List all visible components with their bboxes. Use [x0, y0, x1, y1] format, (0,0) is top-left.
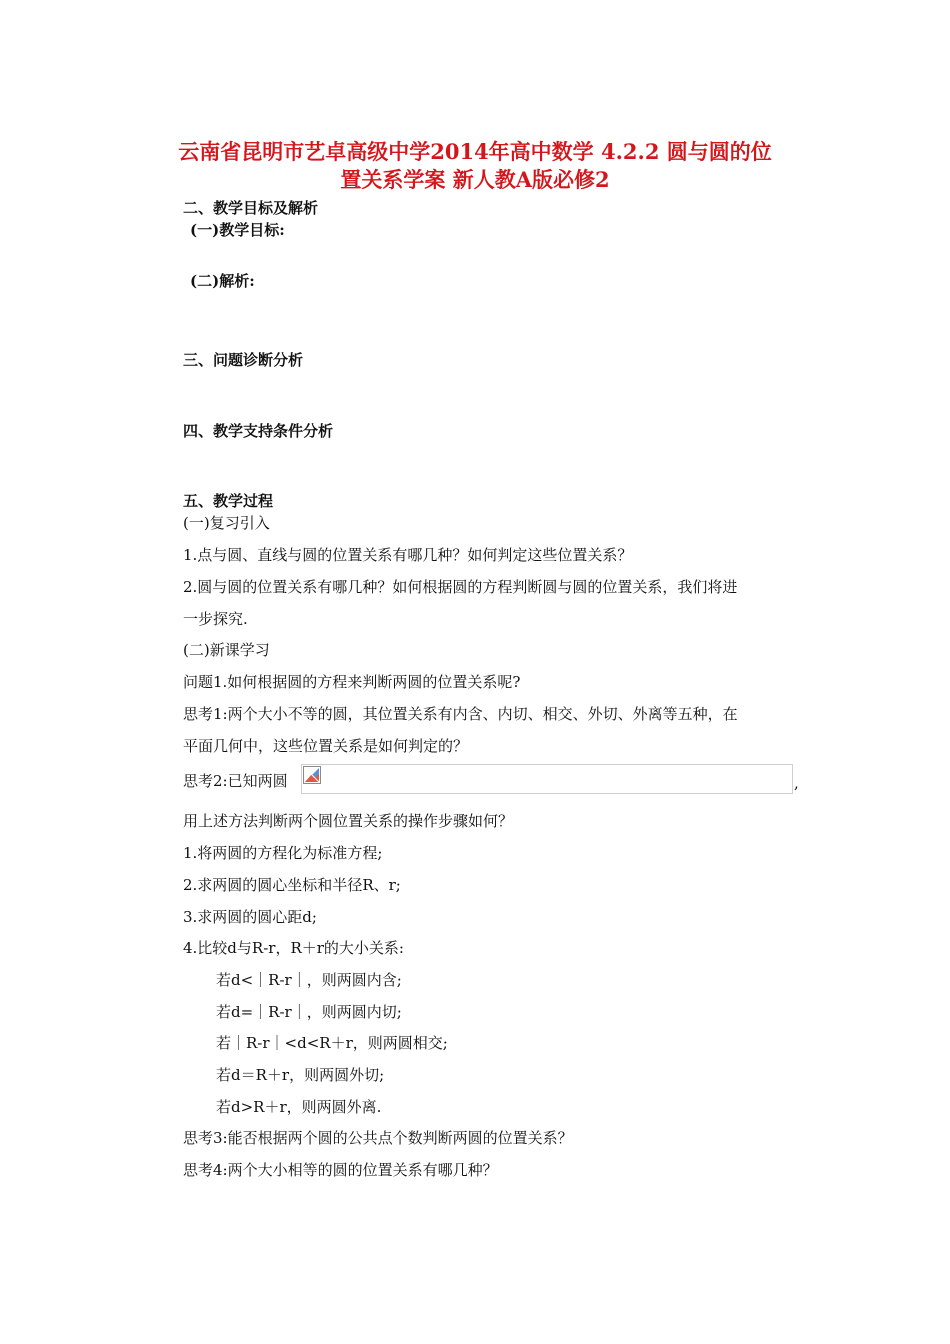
subsection-new-lesson: (二)新课学习 [183, 641, 270, 659]
step-3: 3.求两圆的圆心距d; [183, 908, 317, 926]
section-heading-problem-diagnosis: 三、问题诊断分析 [183, 351, 304, 369]
think-1-line-1: 思考1:两个大小不等的圆，其位置关系有内含、内切、相交、外切、外离等五种，在 [183, 705, 738, 723]
condition-externally-tangent: 若d＝R＋r，则两圆外切; [216, 1066, 385, 1084]
think-2-row [183, 764, 813, 796]
section-heading-teaching-process: 五、教学过程 [183, 492, 274, 510]
think-4: 思考4:两个大小相等的圆的位置关系有哪几种？ [183, 1161, 498, 1179]
subheading-teaching-goals: (一)教学目标: [190, 221, 285, 239]
subsection-review: (一)复习引入 [183, 514, 270, 532]
condition-separate: 若d>R＋r，则两圆外离. [216, 1098, 382, 1116]
review-question-1: 1.点与圆、直线与圆的位置关系有哪几种？如何判定这些位置关系？ [183, 546, 633, 564]
broken-image-icon [303, 766, 321, 784]
subheading-analysis: (二)解析: [190, 272, 255, 290]
section-heading-objectives: 二、教学目标及解析 [183, 199, 319, 217]
condition-intersecting: 若｜R-r｜<d<R＋r，则两圆相交; [216, 1034, 448, 1052]
section-heading-support-conditions: 四、教学支持条件分析 [183, 422, 334, 440]
think-1-line-2: 平面几何中，这些位置关系是如何判定的？ [183, 737, 469, 755]
problem-1: 问题1.如何根据圆的方程来判断两圆的位置关系呢? [183, 673, 521, 691]
equation-image-placeholder [301, 764, 793, 794]
think-2-comma: , [794, 774, 799, 792]
step-1: 1.将两圆的方程化为标准方程; [183, 844, 383, 862]
think-2-label: 思考2:已知两圆 [183, 772, 288, 790]
step-4: 4.比较d与R-r，R＋r的大小关系: [183, 939, 404, 957]
document-title-line-1: 云南省昆明市艺卓高级中学2014年高中数学 4.2.2 圆与圆的位 [178, 139, 772, 164]
document-title-line-2: 置关系学案 新人教A版必修2 [340, 167, 610, 192]
condition-internally-tangent: 若d=｜R-r｜，则两圆内切; [216, 1003, 402, 1021]
review-question-2-line-2: 一步探究. [183, 610, 248, 628]
condition-contained: 若d<｜R-r｜，则两圆内含; [216, 971, 402, 989]
steps-question: 用上述方法判断两个圆位置关系的操作步骤如何？ [183, 812, 514, 830]
step-2: 2.求两圆的圆心坐标和半径R、r; [183, 876, 401, 894]
think-3: 思考3:能否根据两个圆的公共点个数判断两圆的位置关系？ [183, 1129, 573, 1147]
review-question-2-line-1: 2.圆与圆的位置关系有哪几种？如何根据圆的方程判断圆与圆的位置关系，我们将进 [183, 578, 738, 596]
